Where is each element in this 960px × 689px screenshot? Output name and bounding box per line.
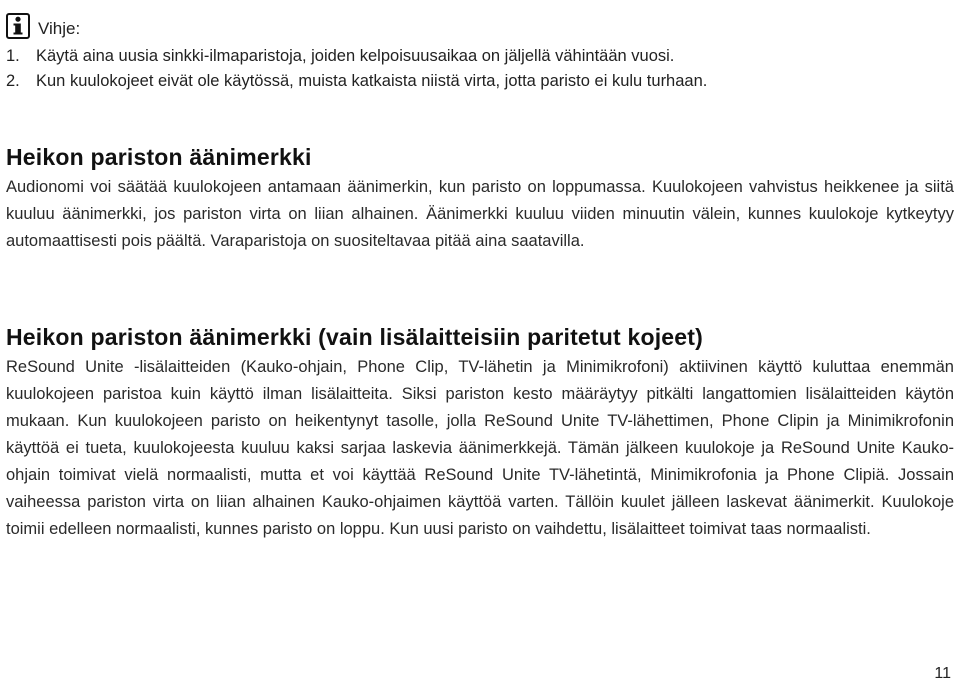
list-item [6,69,956,94]
section-heading: Heikon pariston äänimerkki (vain lisälaitteisiin paritetut kojeet) [6,324,704,350]
tip-title: Vihje: [38,19,81,38]
page-number: 11 [934,665,951,682]
section-low-battery-accessories [6,322,954,543]
list-item-text: Kun kuulokojeet eivät ole käytössä, muista katkaista niistä virta, jotta paristo ei kulu turhaan. [36,72,708,90]
list-item-text: Käytä aina uusia sinkki-ilmaparistoja, joiden kelpoisuusaikaa on jäljellä vähintään vuosi. [36,47,675,65]
section-heading: Heikon pariston äänimerkki [6,144,312,170]
list-item-number: 2. [6,72,20,90]
section-body: Audionomi voi säätää kuulokojeen antamaan äänimerkin, kun paristo on loppumassa. Kuulokojeen vahvistus heikkenee ja siitä kuuluu äänimerkki, jos pariston virta on liian alhainen. Äänimerkki kuuluu viiden minuutin välein, kunnes kuulokoje kytkeytyy automaattisesti pois päältä. Varaparistoja on suositeltavaa pitää aina saatavilla. [6,178,954,250]
list-item [6,44,956,69]
section-low-battery [6,142,954,255]
section-body: ReSound Unite -lisälaitteiden (Kauko-ohjain, Phone Clip, TV-lähetin ja Minimikrofoni) aktiivinen käyttö kuluttaa enemmän kuulokojeen paristoa kuin käyttö ilman lisälaitteita. Siksi pariston kesto määräytyy pitkälti langattomien lisälaitteiden käytön mukaan. Kun kuulokojeen paristo on heikentynyt tasolle, jolla ReSound Unite TV-lähettimen, Phone Clipin ja Minimikrofonin käyttöä ei tueta, kuulokojeesta kuuluu kaksi sarjaa laskevia äänimerkkejä. Tämän jälkeen kuulokoje ja ReSound Unite Kauko-ohjain toimivat vielä normaalisti, mutta et voi käyttää ReSound Unite TV-lähetintä, Minimikrofonia ja Phone Clipiä. Jossain vaiheessa pariston virta on liian alhainen Kauko-ohjaimen käyttöä varten. Tällöin kuulet jälleen laskevat äänimerkit. Kuulokoje toimii edelleen normaalisti, kunnes paristo on loppu. Kun uusi paristo on vaihdettu, lisälaitteet toimivat taas normaalisti. [6,358,954,538]
info-icon [6,13,30,39]
tip-header [6,8,956,44]
tip-box [6,8,956,94]
tip-list [6,44,956,94]
list-item-number: 1. [6,47,20,65]
